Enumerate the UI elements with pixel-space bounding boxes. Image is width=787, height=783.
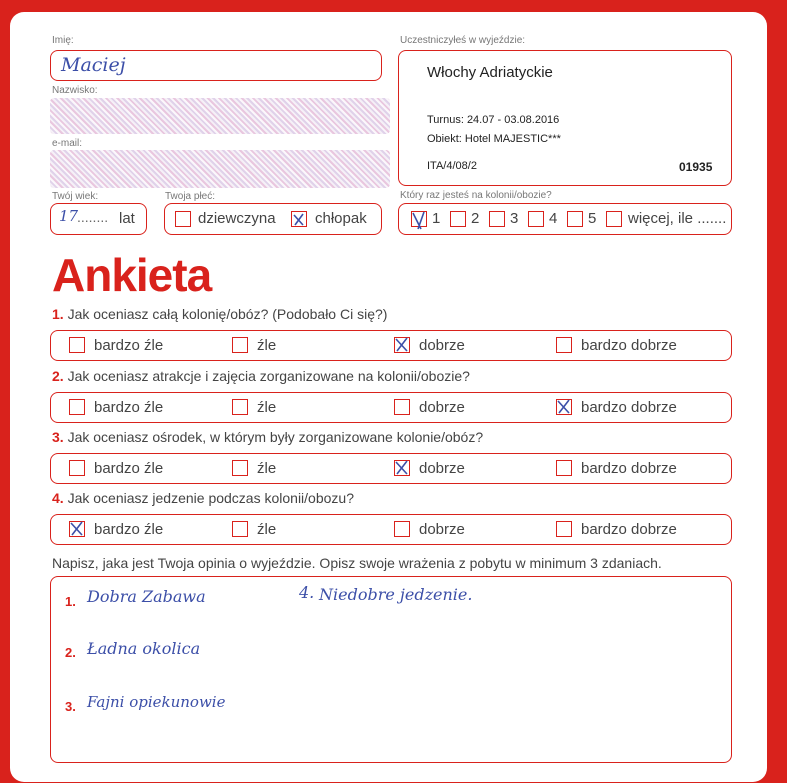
trip-destination: Włochy Adriatyckie (427, 64, 553, 81)
rating-checkbox[interactable] (394, 399, 410, 415)
opinion-line-3: Fajni opiekunowie (87, 693, 226, 711)
check-mark-icon (555, 397, 573, 417)
rating-checkbox[interactable] (232, 460, 248, 476)
rating-option-label: bardzo źle (94, 337, 164, 354)
gender-checkbox-chlopak[interactable] (291, 211, 307, 227)
age-unit: lat (119, 210, 135, 227)
times-option-1: 1 (432, 210, 441, 227)
gender-checkbox-dziewczyna[interactable] (175, 211, 191, 227)
times-option-2: 2 (471, 210, 480, 227)
rating-option-label: bardzo źle (94, 399, 164, 416)
opinion-line-2: Ładna okolica (87, 639, 201, 658)
gender-option-chlopak: chłopak (315, 210, 367, 227)
rating-checkbox[interactable] (556, 521, 572, 537)
times-checkbox-3[interactable] (489, 211, 505, 227)
rating-checkbox[interactable] (69, 399, 85, 415)
rating-checkbox[interactable] (69, 337, 85, 353)
question-2-answers (50, 392, 732, 423)
rating-checkbox[interactable] (232, 337, 248, 353)
rating-checkbox[interactable] (394, 521, 410, 537)
rating-checkbox[interactable] (69, 460, 85, 476)
rating-option-label: bardzo dobrze (581, 399, 677, 416)
opinion-num-4: 4. (299, 583, 315, 602)
question-number: 1. (52, 306, 64, 322)
question-2 (52, 368, 470, 384)
opinion-box[interactable] (50, 576, 732, 763)
opinion-num-3: 3. (65, 699, 76, 714)
rating-option-label: dobrze (419, 521, 465, 538)
question-4 (52, 490, 354, 506)
question-text: Jak oceniasz jedzenie podczas kolonii/obozu? (67, 490, 354, 506)
trip-code: ITA/4/08/2 (427, 160, 477, 172)
rating-option-label: dobrze (419, 399, 465, 416)
rating-option-label: bardzo dobrze (581, 337, 677, 354)
age-dots: ........ (77, 209, 109, 225)
trip-label: Uczestniczyłeś w wyjeździe: (400, 35, 526, 46)
times-option-5: 5 (588, 210, 597, 227)
opinion-prompt: Napisz, jaka jest Twoja opinia o wyjeździe. Opisz swoje wrażenia z pobytu w minimum 3 zdaniach. (52, 555, 662, 571)
opinion-line-1: Dobra Zabawa (87, 587, 206, 606)
last-name-redacted (50, 98, 390, 134)
question-4-answers (50, 514, 732, 545)
survey-title: Ankieta (52, 249, 212, 301)
times-checkbox-4[interactable] (528, 211, 544, 227)
times-label: Który raz jesteś na kolonii/obozie? (400, 190, 552, 201)
times-checkbox-2[interactable] (450, 211, 466, 227)
opinion-line-4: Niedobre jedzenie. (319, 585, 473, 604)
rating-checkbox[interactable] (556, 337, 572, 353)
check-mark-icon (410, 209, 428, 231)
rating-option-label: bardzo dobrze (581, 521, 677, 538)
question-number: 4. (52, 490, 64, 506)
gender-field (164, 203, 382, 235)
rating-option-label: źle (257, 337, 277, 354)
times-option-more: więcej, ile ....... (628, 210, 727, 227)
rating-option-label: bardzo źle (94, 521, 164, 538)
trip-obiekt: Obiekt: Hotel MAJESTIC*** (427, 133, 561, 145)
first-name-label: Imię: (52, 35, 74, 46)
rating-option-label: źle (257, 460, 277, 477)
question-text: Jak oceniasz całą kolonię/obóz? (Podobało Ci się?) (67, 306, 388, 322)
question-number: 2. (52, 368, 64, 384)
times-field (398, 203, 732, 235)
rating-checkbox[interactable] (556, 399, 572, 415)
trip-info-box (398, 50, 732, 186)
opinion-num-2: 2. (65, 645, 76, 660)
check-mark-icon (393, 458, 411, 478)
rating-checkbox[interactable] (232, 399, 248, 415)
first-name-field[interactable] (50, 50, 382, 81)
first-name-value: Maciej (61, 54, 126, 76)
times-option-3: 3 (510, 210, 519, 227)
gender-label: Twoja płeć: (165, 191, 216, 202)
last-name-label: Nazwisko: (52, 85, 98, 96)
email-redacted (50, 150, 390, 188)
rating-checkbox[interactable] (556, 460, 572, 476)
rating-option-label: źle (257, 399, 277, 416)
times-checkbox-more[interactable] (606, 211, 622, 227)
question-3-answers (50, 453, 732, 484)
times-checkbox-1[interactable] (411, 211, 427, 227)
times-option-4: 4 (549, 210, 558, 227)
age-field[interactable] (50, 203, 147, 235)
question-number: 3. (52, 429, 64, 445)
times-checkbox-5[interactable] (567, 211, 583, 227)
question-1-answers (50, 330, 732, 361)
rating-checkbox[interactable] (232, 521, 248, 537)
check-mark-icon (393, 335, 411, 355)
rating-option-label: bardzo dobrze (581, 460, 677, 477)
question-text: Jak oceniasz ośrodek, w którym były zorganizowane kolonie/obóz? (67, 429, 484, 445)
rating-checkbox[interactable] (394, 337, 410, 353)
gender-option-dziewczyna: dziewczyna (198, 210, 276, 227)
rating-option-label: dobrze (419, 337, 465, 354)
age-value: 17 (59, 207, 79, 225)
rating-option-label: źle (257, 521, 277, 538)
question-3 (52, 429, 483, 445)
rating-checkbox[interactable] (69, 521, 85, 537)
rating-option-label: dobrze (419, 460, 465, 477)
question-text: Jak oceniasz atrakcje i zajęcia zorganizowane na kolonii/obozie? (67, 368, 470, 384)
age-label: Twój wiek: (52, 191, 99, 202)
rating-option-label: bardzo źle (94, 460, 164, 477)
trip-number: 01935 (679, 160, 713, 174)
trip-turnus: Turnus: 24.07 - 03.08.2016 (427, 114, 560, 126)
opinion-num-1: 1. (65, 594, 76, 609)
check-mark-icon (68, 519, 86, 539)
email-label: e-mail: (52, 138, 83, 149)
check-mark-icon (290, 209, 308, 229)
question-1 (52, 306, 387, 322)
rating-checkbox[interactable] (394, 460, 410, 476)
